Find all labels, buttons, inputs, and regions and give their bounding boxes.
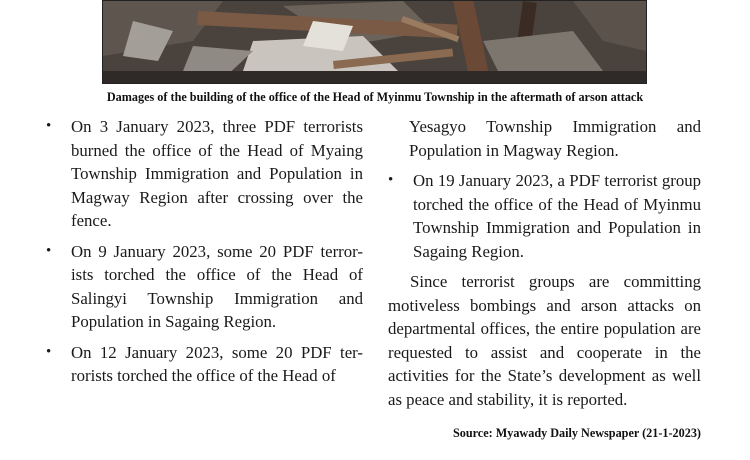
list-item-text: On 19 January 2023, a PDF terrorist group torched the office of the Head of Myinmu Township Immigration and Population in Sagaing Region. — [413, 171, 701, 261]
source-credit: Source: Myawady Daily Newspaper (21-1-2023) — [452, 426, 701, 440]
photo-caption: Damages of the building of the office of the Head of Myinmu Township in the aftermath of arson attack — [106, 90, 644, 104]
debris-illustration — [103, 1, 646, 83]
list-item — [46, 240, 363, 334]
list-item-text: On 9 January 2023, some 20 PDF terror-ists torched the office of the Head of Salingyi Township Immigration and Population in Sagaing Region. — [71, 241, 363, 331]
bullet-icon: • — [46, 118, 52, 134]
closing-paragraph: Since terrorist groups are committing motiveless bombings and arson attacks on departmental offices, the entire population are requested to assist and cooperate in the activities for the State’s development as well as peace and stability, it is reported. — [388, 272, 701, 409]
list-item — [46, 341, 363, 388]
list-item-text: On 3 January 2023, three PDF terrorists burned the office of the Head of Myaing Township Immigration and Population in Magway Region after crossing over the fence. — [71, 117, 363, 230]
arson-damage-photo — [102, 0, 647, 84]
bullet-icon: • — [46, 242, 52, 259]
left-column — [46, 115, 363, 395]
list-item-continuation: Yesagyo Township Immigration and Population in Magway Region. — [409, 117, 701, 160]
list-item — [388, 169, 701, 263]
list-item-text: On 12 January 2023, some 20 PDF ter-rorists torched the office of the Head of — [71, 342, 363, 385]
bullet-icon: • — [388, 172, 394, 188]
right-column — [388, 115, 701, 411]
bullet-icon: • — [46, 343, 52, 360]
list-item — [46, 115, 363, 233]
